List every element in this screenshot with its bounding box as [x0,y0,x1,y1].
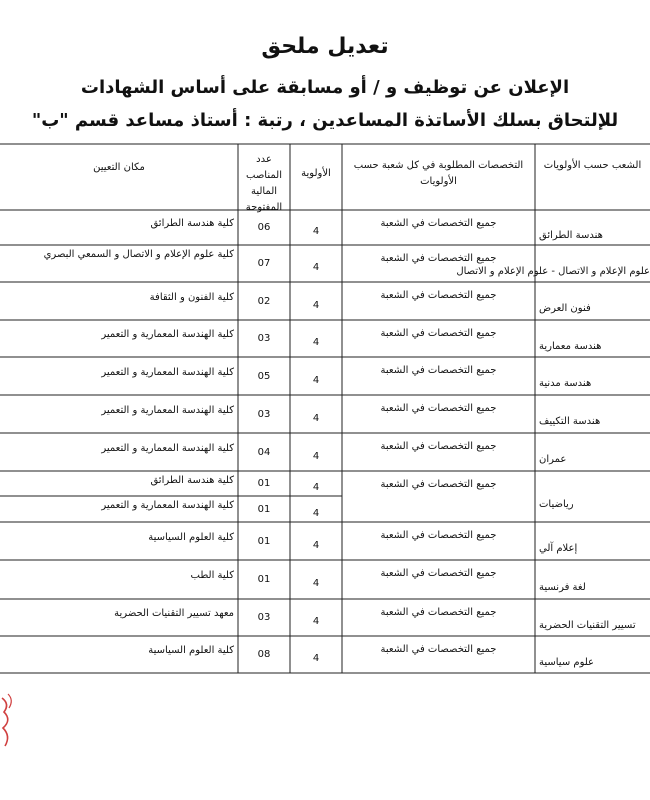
priority-cell: 4 [312,507,320,519]
branch-cell: هندسة مدنية [539,378,592,389]
positions-cell: 01 [257,535,271,547]
location-cell: كلية الهندسة المعمارية و التعمير [101,500,234,511]
red-stamp-fragment [0,690,18,750]
priority-cell: 4 [312,653,320,664]
priority-cell: 4 [312,262,320,273]
priority-cell: 4 [312,539,320,551]
location-cell: معهد تسيير التقنيات الحضرية [114,608,234,619]
specialty-cell: جميع التخصصات في الشعبة [380,365,497,376]
positions-cell: 03 [257,333,271,344]
positions-cell: 02 [257,295,271,307]
location-cell: كلية الهندسة المعمارية و التعمير [101,442,234,454]
header-specialties: التخصصات المطلوبة في كل شعبة حسب الأولويات [353,160,524,187]
priority-cell: 4 [312,226,320,237]
positions-cell: 01 [257,574,271,585]
branch-cell: عمران [539,454,567,465]
branch-cell: علوم الإعلام و الاتصال - علوم الإعلام و الاتصال [456,265,650,277]
specialty-cell: جميع التخصصات في الشعبة [380,218,497,229]
location-cell: كلية هندسة الطرائق [150,475,234,486]
header-branch: الشعب حسب الأولويات [543,160,642,171]
location-cell: كلية العلوم السياسية [148,531,234,543]
branch-cell: هندسة معمارية [539,340,602,352]
positions-cell: 01 [257,478,271,489]
document-subtitle: الإعلان عن توظيف و / أو مسابقة على أساس الشهادات [80,77,570,98]
positions-cell: 01 [257,503,271,515]
header-positions: عدد المناصب المالية المفتوحة [245,154,283,213]
location-cell: كلية علوم الإعلام و الاتصال و السمعي البصري [43,249,234,260]
positions-cell: 08 [257,649,271,660]
priority-cell: 4 [312,450,320,462]
priority-cell: 4 [312,337,320,348]
header-priority: الأولوية [301,168,331,179]
positions-cell: 03 [257,612,271,623]
positions-cell: 03 [257,408,271,420]
specialty-cell: جميع التخصصات في الشعبة [380,328,497,339]
location-cell: كلية العلوم السياسية [148,645,234,656]
branch-cell: هندسة التكييف [539,416,601,427]
branch-cell: لغة فرنسية [539,581,586,593]
priority-cell: 4 [312,374,320,386]
positions-cell: 06 [257,222,271,233]
branch-cell: فنون العرض [539,303,591,314]
priority-cell: 4 [312,578,320,589]
positions-cell: 07 [257,258,271,269]
specialty-cell: جميع التخصصات في الشعبة [380,607,497,618]
location-cell: كلية الهندسة المعمارية و التعمير [101,329,234,340]
specialty-cell: جميع التخصصات في الشعبة [380,290,497,301]
location-cell: كلية هندسة الطرائق [150,218,234,229]
document-subtitle-rank: للإلتحاق بسلك الأساتذة المساعدين ، رتبة : أستاذ مساعد قسم "ب" [31,110,619,131]
specialty-cell: جميع التخصصات في الشعبة [380,530,497,541]
location-cell: كلية الهندسة المعمارية و التعمير [101,366,234,378]
priority-cell: 4 [312,299,320,311]
header-location: مكان التعيين [93,162,145,173]
branch-cell: تسيير التقنيات الحضرية [539,619,636,631]
specialty-cell: جميع التخصصات في الشعبة [380,568,497,579]
positions-cell: 04 [257,446,271,458]
priority-cell: 4 [312,412,320,424]
location-cell: كلية الهندسة المعمارية و التعمير [101,404,234,416]
priority-cell: 4 [312,616,320,627]
specialty-cell: جميع التخصصات في الشعبة [380,253,497,264]
specialty-cell: جميع التخصصات في الشعبة [380,644,497,655]
branch-cell: هندسة الطرائق [539,229,603,241]
location-cell: كلية الطب [190,570,234,581]
document-title: تعديل ملحق [261,34,389,59]
specialty-cell: جميع التخصصات في الشعبة [380,479,497,490]
specialty-cell: جميع التخصصات في الشعبة [380,441,497,452]
positions-cell: 05 [257,370,271,382]
priority-cell: 4 [312,482,320,493]
location-cell: كلية الفنون و الثقافة [149,291,234,303]
branch-cell: إعلام آلي [539,543,578,554]
branch-cell: علوم سياسية [539,656,595,668]
specialty-cell: جميع التخصصات في الشعبة [380,403,497,414]
branch-cell: رياضيات [539,498,574,510]
